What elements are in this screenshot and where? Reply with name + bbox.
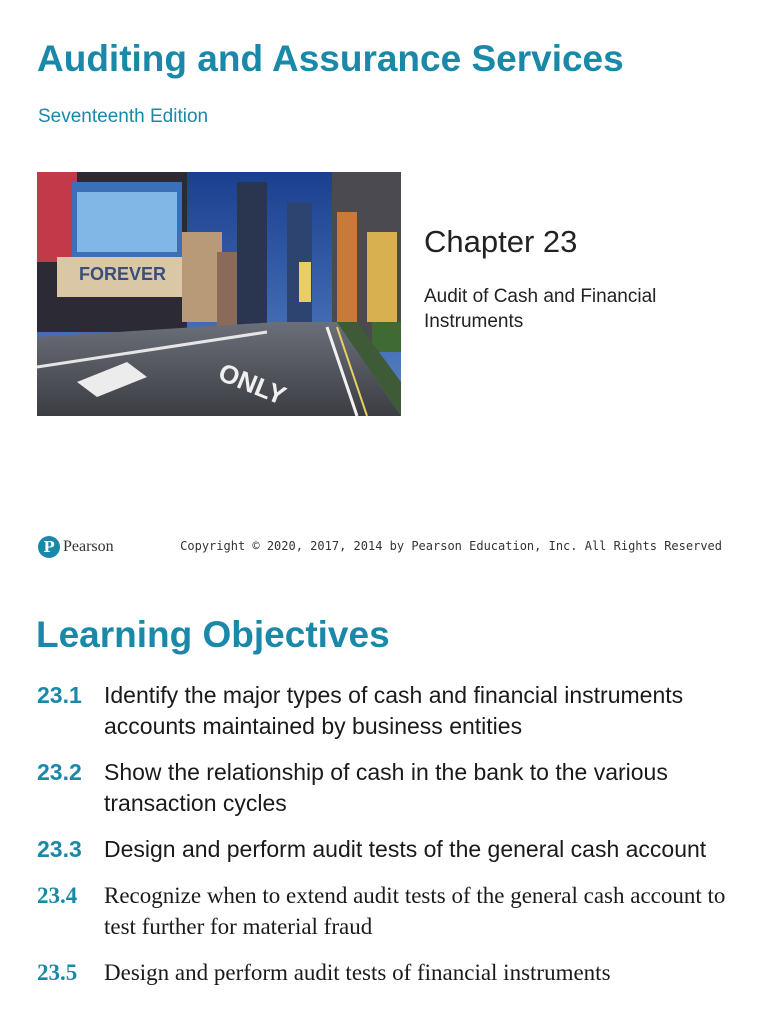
book-title: Auditing and Assurance Services [37, 38, 624, 79]
photo-road-text: ONLY [214, 356, 291, 411]
copyright-notice: Copyright © 2020, 2017, 2014 by Pearson Education, Inc. All Rights Reserved [180, 539, 722, 553]
objective-number: 23.3 [37, 836, 82, 862]
cover-photo-times-square [37, 172, 401, 416]
objective-item [37, 834, 737, 865]
objective-item [37, 957, 737, 988]
pearson-logo [38, 536, 114, 558]
objective-item [37, 757, 737, 819]
objective-text: Recognize when to extend audit tests of the general cash account to test further for material fraud [104, 883, 726, 939]
chapter-subtitle: Audit of Cash and Financial Instruments [424, 286, 657, 332]
publisher-name: Pearson [63, 538, 114, 555]
objective-number: 23.4 [37, 883, 78, 908]
objective-item [37, 680, 737, 742]
photo-sign-forever: FOREVER [79, 264, 167, 284]
objective-text: Design and perform audit tests of the general cash account [104, 836, 707, 862]
objective-item [37, 880, 737, 942]
objective-text: Design and perform audit tests of financial instruments [104, 960, 611, 985]
objective-text: Identify the major types of cash and financial instruments accounts maintained by business entities [104, 682, 684, 739]
objective-number: 23.5 [37, 960, 78, 985]
objective-number: 23.1 [37, 682, 82, 708]
objectives-list [37, 680, 737, 1003]
chapter-heading: Chapter 23 [424, 224, 578, 259]
pearson-p-icon: P [38, 536, 60, 558]
objective-number: 23.2 [37, 759, 82, 785]
objective-text: Show the relationship of cash in the bank to the various transaction cycles [104, 759, 668, 816]
edition-label: Seventeenth Edition [38, 106, 209, 127]
learning-objectives-title: Learning Objectives [36, 614, 390, 655]
